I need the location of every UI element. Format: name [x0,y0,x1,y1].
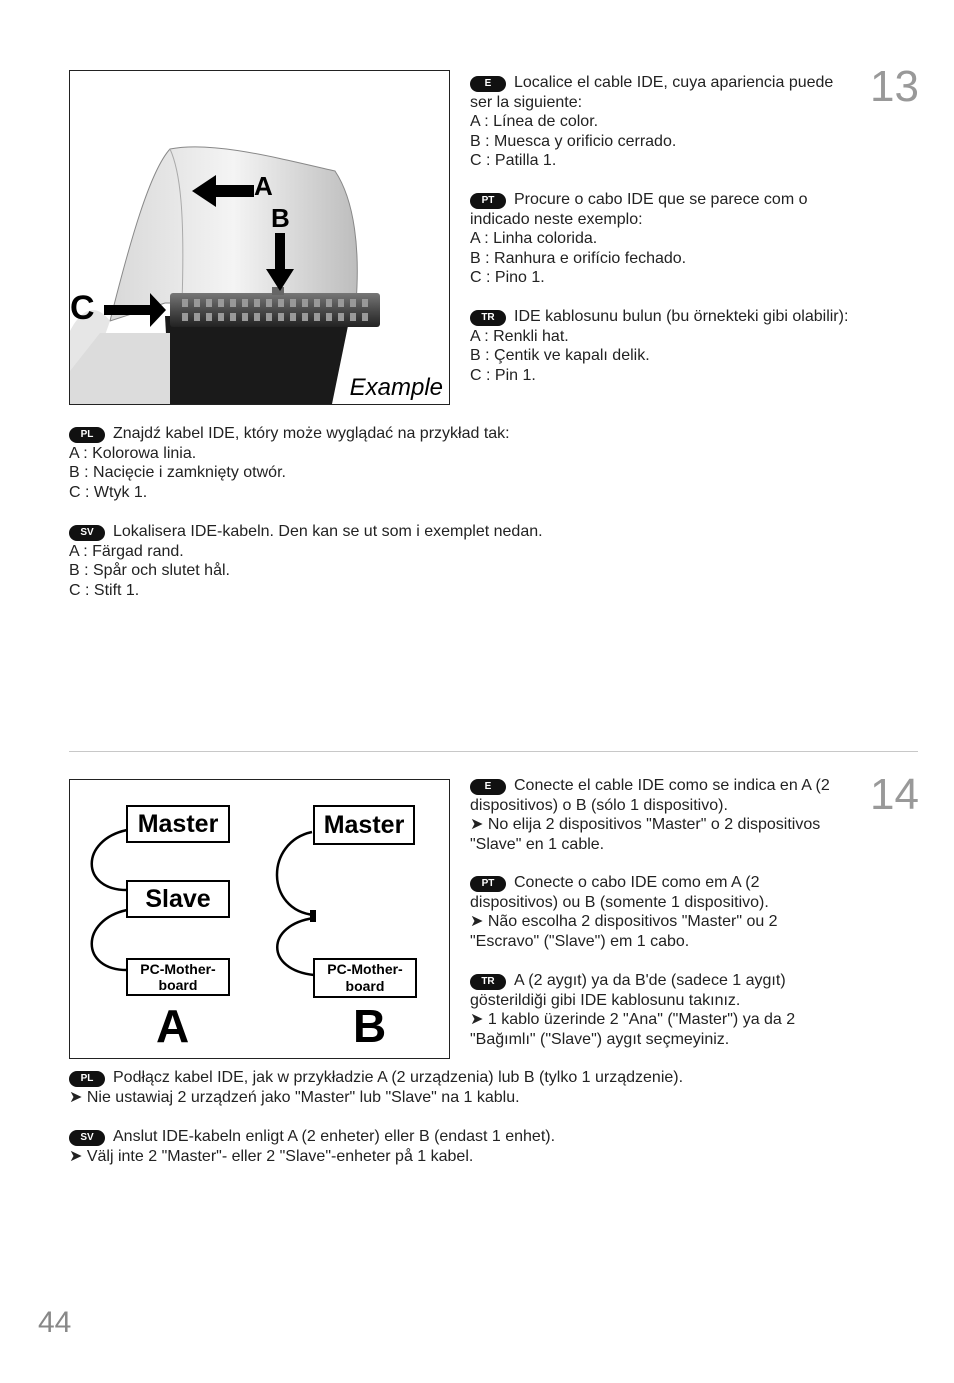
lang-badge-e-14: E [470,779,506,795]
step14-tr-note: ➤ 1 kablo üzerinde 2 "Ana" ("Master") ya da 2 "Bağımlı" ("Slave") aygıt seçmeyiniz. [470,1011,796,1048]
step13-tr-line-b: B : Çentik ve kapalı delik. [470,347,650,364]
lang-badge-pt: PT [470,193,506,209]
section-divider [69,751,918,752]
lang-badge-tr: TR [470,310,506,326]
step14-tr-intro: A (2 aygıt) ya da B'de (sadece 1 aygıt) gösterildiği gibi IDE kablosunu takınız. [470,972,786,1009]
step13-e-line-a: A : Línea de color. [470,113,599,130]
lang-badge-e: E [470,76,506,92]
lang-badge-sv-14: SV [69,1130,105,1146]
figure-label-c: C [70,289,95,327]
step13-text-tr [470,307,850,385]
figure-label-b: B [271,203,290,233]
step14-text-pt [470,873,850,951]
motherboard-a-line1: PC-Mother- [140,961,216,977]
step-number-14: 14 [870,770,919,819]
step13-pt-line-a: A : Linha colorida. [470,230,598,247]
master-box-a: Master [126,805,230,843]
ide-cable-illustration [70,71,449,404]
step14-pt-intro: Conecte o cabo IDE como em A (2 dispositivos) ou B (somente 1 dispositivo). [470,874,769,911]
step13-pl-line-b: B : Nacięcie i zamknięty otwór. [69,464,286,481]
figure-label-a: A [254,171,273,201]
lang-badge-sv: SV [69,525,105,541]
step13-sv-intro: Lokalisera IDE-kabeln. Den kan se ut som i exemplet nedan. [113,523,543,540]
step13-e-intro: Localice el cable IDE, cuya apariencia puede ser la siguiente: [470,74,834,111]
step14-text-e [470,776,850,854]
step13-pt-intro: Procure o cabo IDE que se parece com o indicado neste exemplo: [470,191,808,228]
step13-sv-line-b: B : Spår och slutet hål. [69,562,230,579]
step14-sv-intro: Anslut IDE-kabeln enligt A (2 enheter) eller B (endast 1 enhet). [113,1128,556,1145]
step13-sv-line-c: C : Stift 1. [69,581,140,599]
step13-tr-line-c: C : Pin 1. [470,366,536,384]
step14-text-pl [69,1068,869,1107]
step14-pt-note: ➤ Não escolha 2 dispositivos "Master" ou 2 "Escravo" ("Slave") em 1 cabo. [470,913,778,950]
page-number: 44 [38,1306,72,1339]
step13-pl-intro: Znajdź kabel IDE, który może wyglądać na przykład tak: [113,425,510,442]
motherboard-box-b [313,958,417,998]
step-number-13: 13 [870,62,919,111]
step13-text-pt [470,190,850,288]
step13-text-sv [69,522,849,600]
step13-sv-line-a: A : Färgad rand. [69,542,184,560]
lang-badge-pl-14: PL [69,1071,105,1087]
lang-badge-pl: PL [69,427,105,443]
figure-caption: Example [349,374,443,401]
step13-pl-line-c: C : Wtyk 1. [69,483,148,501]
master-slave-figure [69,779,450,1059]
master-box-b: Master [313,805,415,845]
step13-tr-line-a: A : Renkli hat. [470,327,569,345]
step14-e-intro: Conecte el cable IDE como se indica en A (2 dispositivos) o B (sólo 1 dispositivo). [470,777,830,814]
config-label-a: A [156,1000,190,1052]
step13-tr-intro: IDE kablosunu bulun (bu örnekteki gibi olabilir): [514,308,849,325]
motherboard-box-a [126,958,230,996]
step13-text-pl [69,424,849,502]
step14-e-note: ➤ No elija 2 dispositivos "Master" o 2 dispositivos "Slave" en 1 cable. [470,816,821,853]
step13-text-e [470,73,850,171]
step13-e-line-b: B : Muesca y orificio cerrado. [470,132,677,150]
lang-badge-tr-14: TR [470,974,506,990]
step13-pt-line-c: C : Pino 1. [470,269,545,286]
config-label-b: B [353,1000,387,1052]
step13-pl-line-a: A : Kolorowa linia. [69,444,197,462]
step14-text-sv [69,1127,869,1166]
lang-badge-pt-14: PT [470,876,506,892]
step14-pl-intro: Podłącz kabel IDE, jak w przykładzie A (2 urządzenia) lub B (tylko 1 urządzenie). [113,1069,684,1086]
step13-pt-line-b: B : Ranhura e orifício fechado. [470,249,687,267]
motherboard-b-line2: board [345,978,385,994]
ide-cable-figure [69,70,450,405]
step14-text-tr [470,971,850,1049]
slave-box-a: Slave [126,880,230,918]
step14-pl-note: ➤ Nie ustawiaj 2 urządzeń jako "Master" lub "Slave" na 1 kablu. [69,1088,520,1106]
motherboard-a-line2: board [158,977,198,993]
step14-sv-note: ➤ Välj inte 2 "Master"- eller 2 "Slave"-enheter på 1 kabel. [69,1147,474,1165]
motherboard-b-line1: PC-Mother- [327,961,403,977]
step13-e-line-c: C : Patilla 1. [470,152,557,169]
